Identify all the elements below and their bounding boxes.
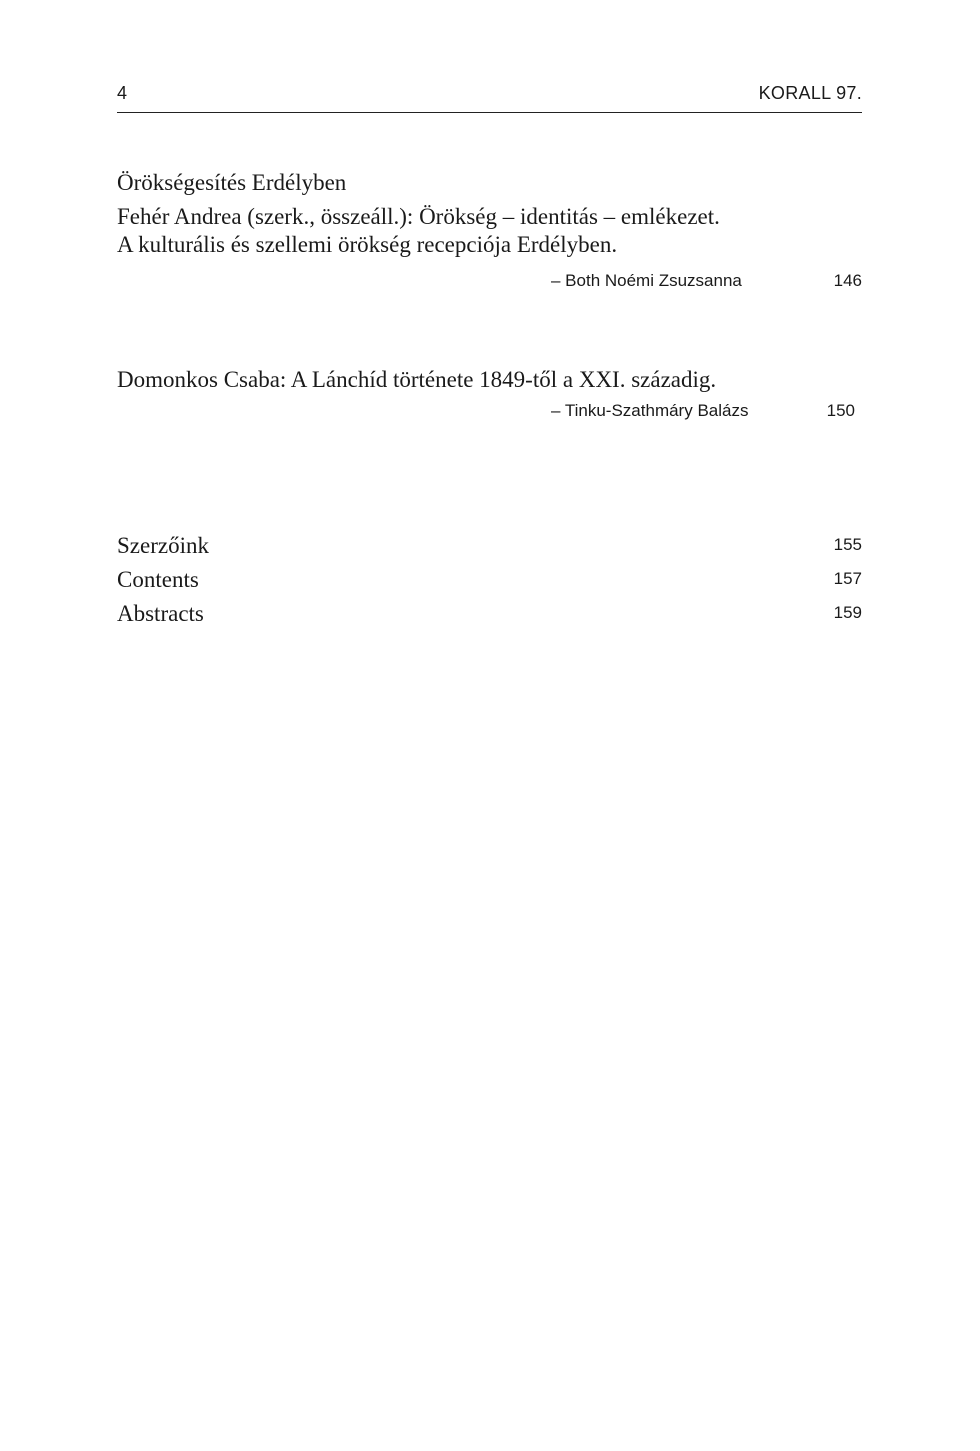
- back-matter-abstracts-page: 159: [833, 603, 862, 622]
- back-matter-authors: Szerzőink: [117, 533, 209, 558]
- page-number: 4: [117, 83, 128, 103]
- entry-1-title-line-1: Fehér Andrea (szerk., összeáll.): Örökség – identitás – emlékezet.: [117, 204, 720, 229]
- entry-2-reviewer: – Tinku-Szathmáry Balázs: [551, 401, 749, 420]
- entry-1-title-line-2: A kulturális és szellemi örökség recepciója Erdélyben.: [117, 232, 618, 257]
- entry-1-reviewer: – Both Noémi Zsuzsanna: [551, 271, 742, 290]
- back-matter-abstracts: Abstracts: [117, 601, 204, 626]
- back-matter-contents-page: 157: [833, 569, 862, 588]
- section-title: Örökségesítés Erdélyben: [117, 170, 347, 195]
- back-matter-authors-page: 155: [833, 535, 862, 554]
- entry-2-page: 150: [826, 401, 855, 420]
- journal-title: KORALL 97.: [758, 83, 862, 103]
- back-matter-contents: Contents: [117, 567, 199, 592]
- running-header: [117, 80, 862, 113]
- entry-2-title: Domonkos Csaba: A Lánchíd története 1849-től a XXI. századig.: [117, 367, 717, 392]
- entry-1-page: 146: [833, 271, 862, 290]
